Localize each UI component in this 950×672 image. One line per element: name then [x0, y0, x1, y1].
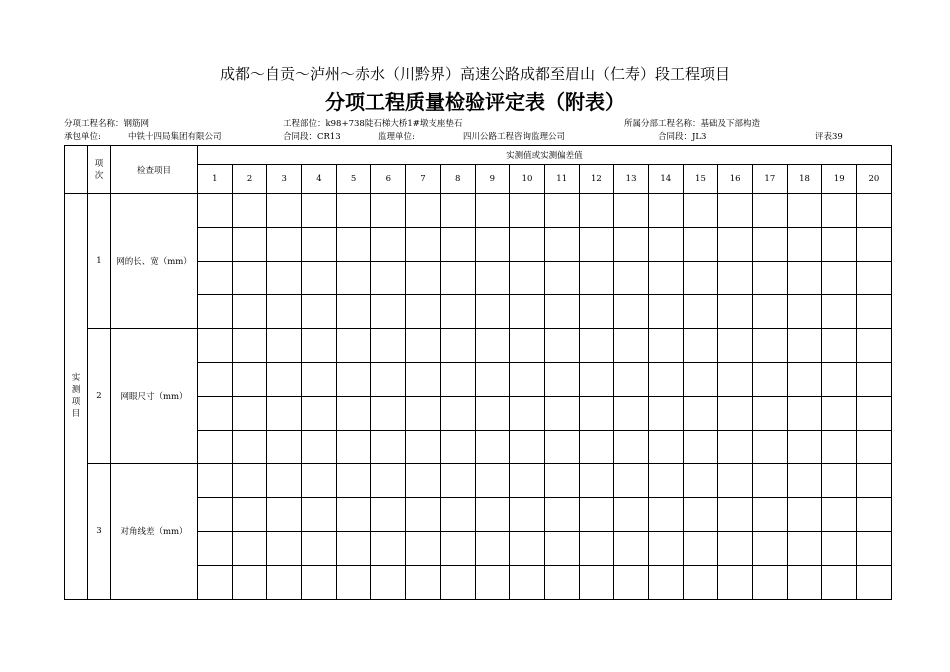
measure-col-header: 10: [510, 165, 545, 194]
item-number: 3: [88, 464, 111, 599]
measure-cell[interactable]: [648, 430, 683, 464]
measure-cell[interactable]: [302, 430, 337, 464]
measure-cell[interactable]: [302, 227, 337, 261]
measure-cell[interactable]: [198, 194, 233, 228]
measure-cell[interactable]: [683, 430, 718, 464]
measure-cell[interactable]: [753, 498, 788, 532]
measure-cell[interactable]: [440, 227, 475, 261]
measure-cell[interactable]: [198, 362, 233, 396]
measure-cell[interactable]: [857, 194, 892, 228]
measure-cell[interactable]: [198, 565, 233, 599]
measure-cell[interactable]: [371, 531, 406, 565]
measure-cell[interactable]: [822, 396, 857, 430]
measure-cell[interactable]: [787, 194, 822, 228]
item-number: 1: [88, 194, 111, 329]
measure-cell[interactable]: [336, 261, 371, 295]
measure-cell[interactable]: [406, 329, 441, 363]
measure-cell[interactable]: [753, 362, 788, 396]
measure-cell[interactable]: [822, 464, 857, 498]
measure-cell[interactable]: [510, 531, 545, 565]
measure-cell[interactable]: [440, 329, 475, 363]
measure-cell[interactable]: [406, 362, 441, 396]
measure-cell[interactable]: [302, 464, 337, 498]
measure-cell[interactable]: [267, 464, 302, 498]
measure-cell[interactable]: [475, 464, 510, 498]
measure-cell[interactable]: [302, 362, 337, 396]
measure-col-header: 18: [787, 165, 822, 194]
supervisor-section: 合同段：JL3: [658, 132, 707, 142]
measure-cell[interactable]: [857, 295, 892, 329]
measure-cell[interactable]: [787, 430, 822, 464]
measure-cell[interactable]: [232, 464, 267, 498]
contractor-value: 中铁十四局集团有限公司: [128, 132, 222, 142]
measure-cell[interactable]: [614, 295, 649, 329]
measure-cell[interactable]: [406, 194, 441, 228]
measure-cell[interactable]: [614, 464, 649, 498]
measure-cell[interactable]: [683, 565, 718, 599]
measure-cell[interactable]: [718, 531, 753, 565]
measure-cell[interactable]: [544, 261, 579, 295]
measure-cell[interactable]: [302, 498, 337, 532]
measure-cell[interactable]: [475, 498, 510, 532]
subitem-name: 分项工程名称：钢筋网: [64, 119, 150, 129]
measure-cell[interactable]: [683, 295, 718, 329]
measure-cell[interactable]: [718, 194, 753, 228]
measure-cell[interactable]: [267, 498, 302, 532]
measure-cell[interactable]: [510, 430, 545, 464]
measure-cell[interactable]: [510, 498, 545, 532]
measure-cell[interactable]: [683, 194, 718, 228]
division-name: 所属分部工程名称：基础及下部构造: [624, 119, 761, 129]
table-row: [65, 194, 892, 228]
measure-col-header: 15: [683, 165, 718, 194]
measure-cell[interactable]: [198, 396, 233, 430]
measure-cell[interactable]: [267, 227, 302, 261]
measure-cell[interactable]: [614, 329, 649, 363]
measure-cell[interactable]: [510, 194, 545, 228]
check-item-name: 对角线差（mm）: [111, 464, 198, 599]
measure-cell[interactable]: [718, 227, 753, 261]
header-measured: 实测值或实测偏差值: [198, 146, 892, 165]
measure-cell[interactable]: [302, 295, 337, 329]
measure-cell[interactable]: [440, 396, 475, 430]
measure-cell[interactable]: [648, 396, 683, 430]
measure-cell[interactable]: [302, 396, 337, 430]
measure-cell[interactable]: [198, 261, 233, 295]
measure-cell[interactable]: [475, 362, 510, 396]
measure-cell[interactable]: [336, 362, 371, 396]
measure-cell[interactable]: [510, 565, 545, 599]
measure-cell[interactable]: [753, 329, 788, 363]
table-row: [65, 329, 892, 363]
measure-cell[interactable]: [232, 430, 267, 464]
measure-cell[interactable]: [336, 396, 371, 430]
measure-cell[interactable]: [753, 227, 788, 261]
contractor-label: 承包单位:: [64, 132, 101, 142]
measure-cell[interactable]: [753, 430, 788, 464]
measure-cell[interactable]: [822, 565, 857, 599]
measure-cell[interactable]: [544, 227, 579, 261]
measure-cell[interactable]: [544, 194, 579, 228]
measure-cell[interactable]: [718, 498, 753, 532]
measure-cell[interactable]: [267, 531, 302, 565]
measure-cell[interactable]: [579, 194, 614, 228]
measure-cell[interactable]: [544, 531, 579, 565]
measure-cell[interactable]: [510, 464, 545, 498]
measure-col-header: 13: [614, 165, 649, 194]
measure-cell[interactable]: [198, 464, 233, 498]
measure-cell[interactable]: [406, 430, 441, 464]
measure-cell[interactable]: [822, 329, 857, 363]
measure-cell[interactable]: [371, 464, 406, 498]
measure-cell[interactable]: [440, 565, 475, 599]
measure-cell[interactable]: [371, 261, 406, 295]
measure-cell[interactable]: [787, 227, 822, 261]
measure-cell[interactable]: [648, 261, 683, 295]
form-number: 评表39: [815, 132, 843, 142]
measure-cell[interactable]: [440, 531, 475, 565]
measure-cell[interactable]: [198, 329, 233, 363]
measure-cell[interactable]: [787, 464, 822, 498]
measure-cell[interactable]: [857, 329, 892, 363]
measure-cell[interactable]: [822, 295, 857, 329]
measure-cell[interactable]: [614, 396, 649, 430]
check-item-name: 网的长、宽（mm）: [111, 194, 198, 329]
header-check-item: 检查项目: [111, 146, 198, 194]
measure-cell[interactable]: [614, 531, 649, 565]
measure-cell[interactable]: [475, 261, 510, 295]
measure-cell[interactable]: [614, 194, 649, 228]
measure-cell[interactable]: [510, 396, 545, 430]
measure-cell[interactable]: [232, 194, 267, 228]
measure-cell[interactable]: [198, 498, 233, 532]
measure-cell[interactable]: [302, 261, 337, 295]
measure-cell[interactable]: [232, 531, 267, 565]
measure-cell[interactable]: [718, 329, 753, 363]
measure-cell[interactable]: [440, 261, 475, 295]
measure-cell[interactable]: [683, 531, 718, 565]
measure-col-header: 11: [544, 165, 579, 194]
measure-cell[interactable]: [648, 329, 683, 363]
measure-cell[interactable]: [787, 498, 822, 532]
measure-cell[interactable]: [371, 194, 406, 228]
measure-cell[interactable]: [579, 295, 614, 329]
measure-cell[interactable]: [406, 565, 441, 599]
measure-cell[interactable]: [510, 261, 545, 295]
measure-cell[interactable]: [232, 498, 267, 532]
measure-cell[interactable]: [302, 531, 337, 565]
measure-cell[interactable]: [614, 498, 649, 532]
measure-cell[interactable]: [406, 261, 441, 295]
measure-cell[interactable]: [857, 396, 892, 430]
measure-cell[interactable]: [232, 565, 267, 599]
measure-cell[interactable]: [857, 261, 892, 295]
measure-col-header: 16: [718, 165, 753, 194]
measure-cell[interactable]: [198, 430, 233, 464]
measure-cell[interactable]: [857, 531, 892, 565]
measure-cell[interactable]: [614, 565, 649, 599]
measure-cell[interactable]: [683, 261, 718, 295]
measure-cell[interactable]: [718, 464, 753, 498]
measure-cell[interactable]: [648, 227, 683, 261]
measure-cell[interactable]: [648, 565, 683, 599]
measure-cell[interactable]: [683, 329, 718, 363]
measure-cell[interactable]: [198, 227, 233, 261]
measure-cell[interactable]: [648, 295, 683, 329]
measure-cell[interactable]: [544, 464, 579, 498]
measure-col-header: 3: [267, 165, 302, 194]
item-number: 2: [88, 329, 111, 464]
measure-cell[interactable]: [371, 227, 406, 261]
measure-cell[interactable]: [440, 295, 475, 329]
supervisor-label: 监理单位:: [378, 132, 415, 142]
measure-cell[interactable]: [475, 194, 510, 228]
measure-cell[interactable]: [544, 498, 579, 532]
measure-cell[interactable]: [822, 531, 857, 565]
measure-cell[interactable]: [510, 329, 545, 363]
measure-cell[interactable]: [406, 464, 441, 498]
measure-cell[interactable]: [336, 194, 371, 228]
measure-cell[interactable]: [614, 430, 649, 464]
measure-cell[interactable]: [406, 396, 441, 430]
measure-cell[interactable]: [648, 498, 683, 532]
check-item-name: 网眼尺寸（mm）: [111, 329, 198, 464]
measure-cell[interactable]: [857, 498, 892, 532]
measure-cell[interactable]: [267, 261, 302, 295]
measure-cell[interactable]: [198, 295, 233, 329]
measure-cell[interactable]: [475, 227, 510, 261]
measure-cell[interactable]: [302, 329, 337, 363]
measure-cell[interactable]: [475, 295, 510, 329]
measure-cell[interactable]: [475, 396, 510, 430]
measure-cell[interactable]: [440, 464, 475, 498]
measure-col-header: 9: [475, 165, 510, 194]
measure-cell[interactable]: [857, 464, 892, 498]
measure-cell[interactable]: [822, 194, 857, 228]
measure-cell[interactable]: [787, 329, 822, 363]
measure-cell[interactable]: [336, 498, 371, 532]
measure-cell[interactable]: [753, 295, 788, 329]
measure-cell[interactable]: [683, 227, 718, 261]
measure-cell[interactable]: [753, 261, 788, 295]
measure-cell[interactable]: [475, 531, 510, 565]
measure-cell[interactable]: [648, 362, 683, 396]
measure-cell[interactable]: [857, 565, 892, 599]
measure-cell[interactable]: [614, 261, 649, 295]
measure-cell[interactable]: [475, 430, 510, 464]
measure-col-header: 6: [371, 165, 406, 194]
measure-cell[interactable]: [371, 430, 406, 464]
measure-cell[interactable]: [440, 194, 475, 228]
measure-cell[interactable]: [683, 362, 718, 396]
measure-cell[interactable]: [198, 531, 233, 565]
measure-cell[interactable]: [336, 531, 371, 565]
measure-cell[interactable]: [267, 396, 302, 430]
measure-cell[interactable]: [857, 430, 892, 464]
measure-cell[interactable]: [579, 396, 614, 430]
contract-section: 合同段：CR13: [283, 132, 341, 142]
measure-col-header: 7: [406, 165, 441, 194]
measure-cell[interactable]: [683, 396, 718, 430]
measure-cell[interactable]: [753, 194, 788, 228]
measure-cell[interactable]: [579, 464, 614, 498]
measure-cell[interactable]: [336, 295, 371, 329]
measure-cell[interactable]: [718, 295, 753, 329]
measure-cell[interactable]: [544, 362, 579, 396]
measure-cell[interactable]: [753, 531, 788, 565]
measure-col-header: 19: [822, 165, 857, 194]
measure-col-header: 12: [579, 165, 614, 194]
measure-cell[interactable]: [302, 565, 337, 599]
measure-cell[interactable]: [371, 396, 406, 430]
measure-col-header: 14: [648, 165, 683, 194]
measure-cell[interactable]: [822, 362, 857, 396]
measure-cell[interactable]: [787, 565, 822, 599]
measure-cell[interactable]: [406, 227, 441, 261]
measure-cell[interactable]: [544, 430, 579, 464]
supervisor-value: 四川公路工程咨询监理公司: [463, 132, 566, 142]
measure-cell[interactable]: [822, 498, 857, 532]
measure-cell[interactable]: [406, 295, 441, 329]
measure-cell[interactable]: [579, 565, 614, 599]
measure-cell[interactable]: [579, 227, 614, 261]
measure-cell[interactable]: [718, 396, 753, 430]
measure-cell[interactable]: [822, 261, 857, 295]
measure-cell[interactable]: [510, 295, 545, 329]
measure-cell[interactable]: [232, 295, 267, 329]
measure-cell[interactable]: [683, 464, 718, 498]
measure-cell[interactable]: [579, 261, 614, 295]
measure-col-header: 8: [440, 165, 475, 194]
measure-cell[interactable]: [787, 295, 822, 329]
measure-cell[interactable]: [579, 329, 614, 363]
measure-cell[interactable]: [614, 362, 649, 396]
measure-cell[interactable]: [232, 362, 267, 396]
measure-cell[interactable]: [510, 227, 545, 261]
form-title: 分项工程质量检验评定表（附表）: [325, 90, 625, 114]
measure-cell[interactable]: [579, 531, 614, 565]
measure-cell[interactable]: [544, 396, 579, 430]
measure-cell[interactable]: [371, 498, 406, 532]
measure-cell[interactable]: [475, 565, 510, 599]
measure-cell[interactable]: [544, 329, 579, 363]
measure-cell[interactable]: [406, 531, 441, 565]
measure-cell[interactable]: [267, 295, 302, 329]
measure-cell[interactable]: [371, 329, 406, 363]
header-item-no: 项次: [88, 146, 111, 194]
project-title: 成都～自贡～泸州～赤水（川黔界）高速公路成都至眉山（仁寿）段工程项目: [219, 65, 730, 83]
measure-cell[interactable]: [336, 565, 371, 599]
measure-cell[interactable]: [232, 261, 267, 295]
measure-cell[interactable]: [648, 464, 683, 498]
measure-cell[interactable]: [753, 565, 788, 599]
measure-cell[interactable]: [267, 430, 302, 464]
measure-cell[interactable]: [614, 227, 649, 261]
measure-cell[interactable]: [544, 295, 579, 329]
measure-cell[interactable]: [683, 498, 718, 532]
measure-cell[interactable]: [718, 565, 753, 599]
measure-cell[interactable]: [232, 227, 267, 261]
measure-cell[interactable]: [475, 329, 510, 363]
measure-cell[interactable]: [336, 329, 371, 363]
measure-cell[interactable]: [336, 227, 371, 261]
measure-cell[interactable]: [371, 565, 406, 599]
measure-cell[interactable]: [406, 498, 441, 532]
measure-cell[interactable]: [579, 498, 614, 532]
measure-cell[interactable]: [510, 362, 545, 396]
measure-cell[interactable]: [440, 498, 475, 532]
measure-cell[interactable]: [267, 329, 302, 363]
measure-cell[interactable]: [440, 362, 475, 396]
measure-cell[interactable]: [787, 362, 822, 396]
measure-cell[interactable]: [787, 261, 822, 295]
measure-cell[interactable]: [232, 396, 267, 430]
measure-cell[interactable]: [822, 430, 857, 464]
measure-col-header: 1: [198, 165, 233, 194]
measure-col-header: 17: [753, 165, 788, 194]
measure-col-header: 5: [336, 165, 371, 194]
measure-cell[interactable]: [371, 362, 406, 396]
measure-cell[interactable]: [648, 194, 683, 228]
measure-cell[interactable]: [579, 430, 614, 464]
measure-cell[interactable]: [267, 565, 302, 599]
measure-cell[interactable]: [857, 227, 892, 261]
measure-cell[interactable]: [232, 329, 267, 363]
measure-col-header: 4: [302, 165, 337, 194]
measure-cell[interactable]: [753, 396, 788, 430]
measure-cell[interactable]: [718, 362, 753, 396]
measure-cell[interactable]: [267, 194, 302, 228]
measure-cell[interactable]: [857, 362, 892, 396]
header-blank: [65, 146, 88, 194]
measure-cell[interactable]: [267, 362, 302, 396]
measure-cell[interactable]: [787, 531, 822, 565]
measure-cell[interactable]: [544, 565, 579, 599]
measure-cell[interactable]: [371, 295, 406, 329]
measure-cell[interactable]: [302, 194, 337, 228]
measure-col-header: 2: [232, 165, 267, 194]
measure-cell[interactable]: [336, 430, 371, 464]
measure-cell[interactable]: [753, 464, 788, 498]
measure-cell[interactable]: [822, 227, 857, 261]
work-location: 工程部位：k98+738陡石梯大桥1#墩支座垫石: [283, 119, 463, 129]
measure-cell[interactable]: [718, 261, 753, 295]
measure-cell[interactable]: [648, 531, 683, 565]
table-row: [65, 464, 892, 498]
measure-cell[interactable]: [336, 464, 371, 498]
measure-cell[interactable]: [440, 430, 475, 464]
measure-cell[interactable]: [579, 362, 614, 396]
measure-col-header: 20: [857, 165, 892, 194]
measure-cell[interactable]: [787, 396, 822, 430]
side-label: 实测项目: [65, 194, 88, 600]
inspection-table: [64, 145, 892, 600]
measure-cell[interactable]: [718, 430, 753, 464]
